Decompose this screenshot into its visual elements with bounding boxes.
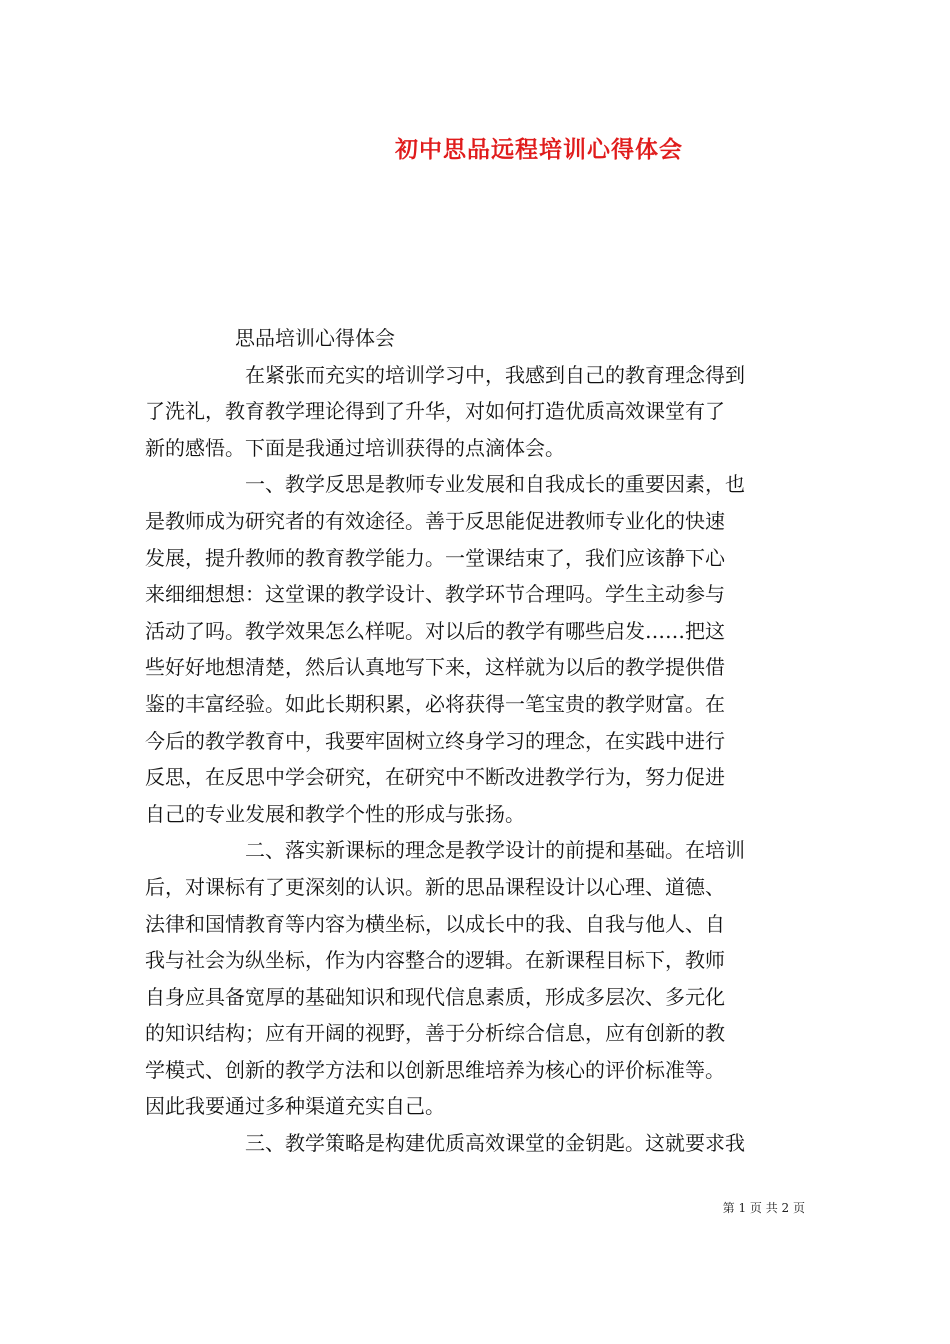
- paragraph-line: 后，对课标有了更深刻的认识。新的思品课程设计以心理、道德、: [145, 874, 725, 899]
- paragraph-line: 在紧张而充实的培训学习中，我感到自己的教育理念得到: [245, 362, 745, 387]
- paragraph-line: 我与社会为纵坐标，作为内容整合的逻辑。在新课程目标下，教师: [145, 948, 725, 973]
- section-heading: 思品培训心得体会: [235, 326, 395, 350]
- paragraph-line: 自身应具备宽厚的基础知识和现代信息素质，形成多层次、多元化: [145, 984, 725, 1009]
- paragraph-line: 今后的教学教育中，我要牢固树立终身学习的理念，在实践中进行: [145, 728, 725, 753]
- page-number-footer: 第 1 页 共 2 页: [722, 1201, 805, 1215]
- paragraph-line: 学模式、创新的教学方法和以创新思维培养为核心的评价标准等。: [145, 1057, 725, 1082]
- paragraph-line: 一、教学反思是教师专业发展和自我成长的重要因素，也: [245, 472, 745, 497]
- document-title: 初中思品远程培训心得体会: [395, 136, 683, 163]
- paragraph-line: 了洗礼，教育教学理论得到了升华，对如何打造优质高效课堂有了: [145, 399, 725, 424]
- paragraph-line: 些好好地想清楚，然后认真地写下来，这样就为以后的教学提供借: [145, 655, 725, 680]
- paragraph-line: 是教师成为研究者的有效途径。善于反思能促进教师专业化的快速: [145, 508, 725, 533]
- paragraph-line: 来细细想想：这堂课的教学设计、教学环节合理吗。学生主动参与: [145, 582, 725, 607]
- paragraph-line: 法律和国情教育等内容为横坐标，以成长中的我、自我与他人、自: [145, 911, 725, 936]
- paragraph-line: 鉴的丰富经验。如此长期积累，必将获得一笔宝贵的教学财富。在: [145, 691, 725, 716]
- paragraph-line: 自己的专业发展和教学个性的形成与张扬。: [145, 801, 525, 826]
- paragraph-line: 的知识结构；应有开阔的视野，善于分析综合信息，应有创新的教: [145, 1021, 725, 1046]
- paragraph-line: 反思，在反思中学会研究，在研究中不断改进教学行为，努力促进: [145, 765, 725, 790]
- paragraph-line: 二、落实新课标的理念是教学设计的前提和基础。在培训: [245, 838, 745, 863]
- paragraph-line: 三、教学策略是构建优质高效课堂的金钥匙。这就要求我: [245, 1131, 745, 1156]
- paragraph-line: 新的感悟。下面是我通过培训获得的点滴体会。: [145, 435, 565, 460]
- paragraph-line: 因此我要通过多种渠道充实自己。: [145, 1094, 445, 1119]
- document-body: [145, 320, 813, 1162]
- paragraph-line: 活动了吗。教学效果怎么样呢。对以后的教学有哪些启发……把这: [145, 618, 725, 643]
- paragraph-line: 发展，提升教师的教育教学能力。一堂课结束了，我们应该静下心: [145, 545, 725, 570]
